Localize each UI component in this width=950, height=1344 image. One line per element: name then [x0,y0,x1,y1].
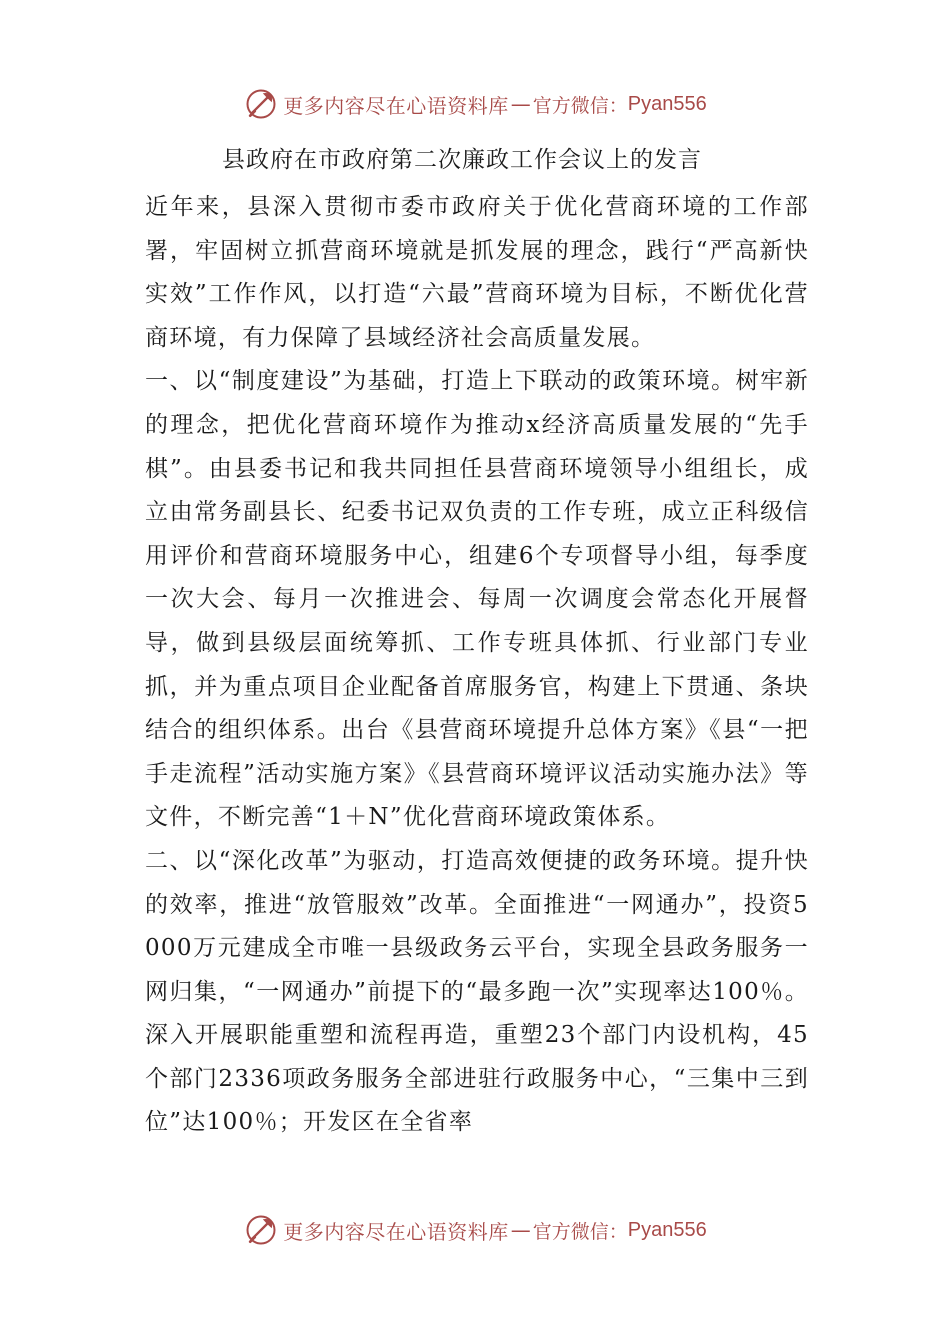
paragraph-intro: 近年来，县深入贯彻市委市政府关于优化营商环境的工作部署，牢固树立抓营商环境就是抓发展的理念，践行“严高新快实效”工作作风，以打造“六最”营商环境为目标，不断优化营商环境，有力保障了县域经济社会高质量发展。 [145,194,809,351]
paragraph-section-two: 二、以“深化改革”为驱动，打造高效便捷的政务环境。提升快的效率，推进“放管服效”改革。全面推进“一网通办”，投资5000万元建成全市唯一县级政务云平台，实现全县政务服务一网归集，“一网通办”前提下的“最多跑一次”实现率达100％。深入开展职能重塑和流程再造，重塑23个部门内设机构，45个部门2336项政务服务全部进驻行政服务中心，“三集中三到位”达100％；开发区在全省率 [145,847,809,1136]
banner-wechat-label: 官方微信： [532,1220,628,1243]
document-body [145,186,809,1145]
banner-wechat-id: Pyan556 [627,1218,707,1241]
banner-library-text: 更多内容尽在心语资料库 [283,1219,509,1244]
banner-dash: — [510,1218,531,1242]
document-title: 县政府在市政府第二次廉政工作会议上的发言 [222,147,702,173]
footer-watermark-banner [0,1210,950,1250]
banner-wechat-id: Pyan556 [627,92,707,115]
header-watermark-banner [0,84,950,124]
banner-library-text: 更多内容尽在心语资料库 [283,93,509,118]
banner-dash: — [510,92,531,116]
quill-logo-icon [243,1212,279,1248]
banner-wechat-label: 官方微信： [532,94,628,117]
quill-logo-icon [243,86,279,122]
paragraph-section-one: 一、以“制度建设”为基础，打造上下联动的政策环境。树牢新的理念，把优化营商环境作为推动x经济高质量发展的“先手棋”。由县委书记和我共同担任县营商环境领导小组组长，成立由常务副县长、纪委书记双负责的工作专班，成立正科级信用评价和营商环境服务中心，组建6个专项督导小组，每季度一次大会、每月一次推进会、每周一次调度会常态化开展督导，做到县级层面统筹抓、工作专班具体抓、行业部门专业抓，并为重点项目企业配备首席服务官，构建上下贯通、条块结合的组织体系。出台《县营商环境提升总体方案》《县“一把手走流程”活动实施方案》《县营商环境评议活动实施办法》等文件，不断完善“1＋N”优化营商环境政策体系。 [145,368,809,831]
